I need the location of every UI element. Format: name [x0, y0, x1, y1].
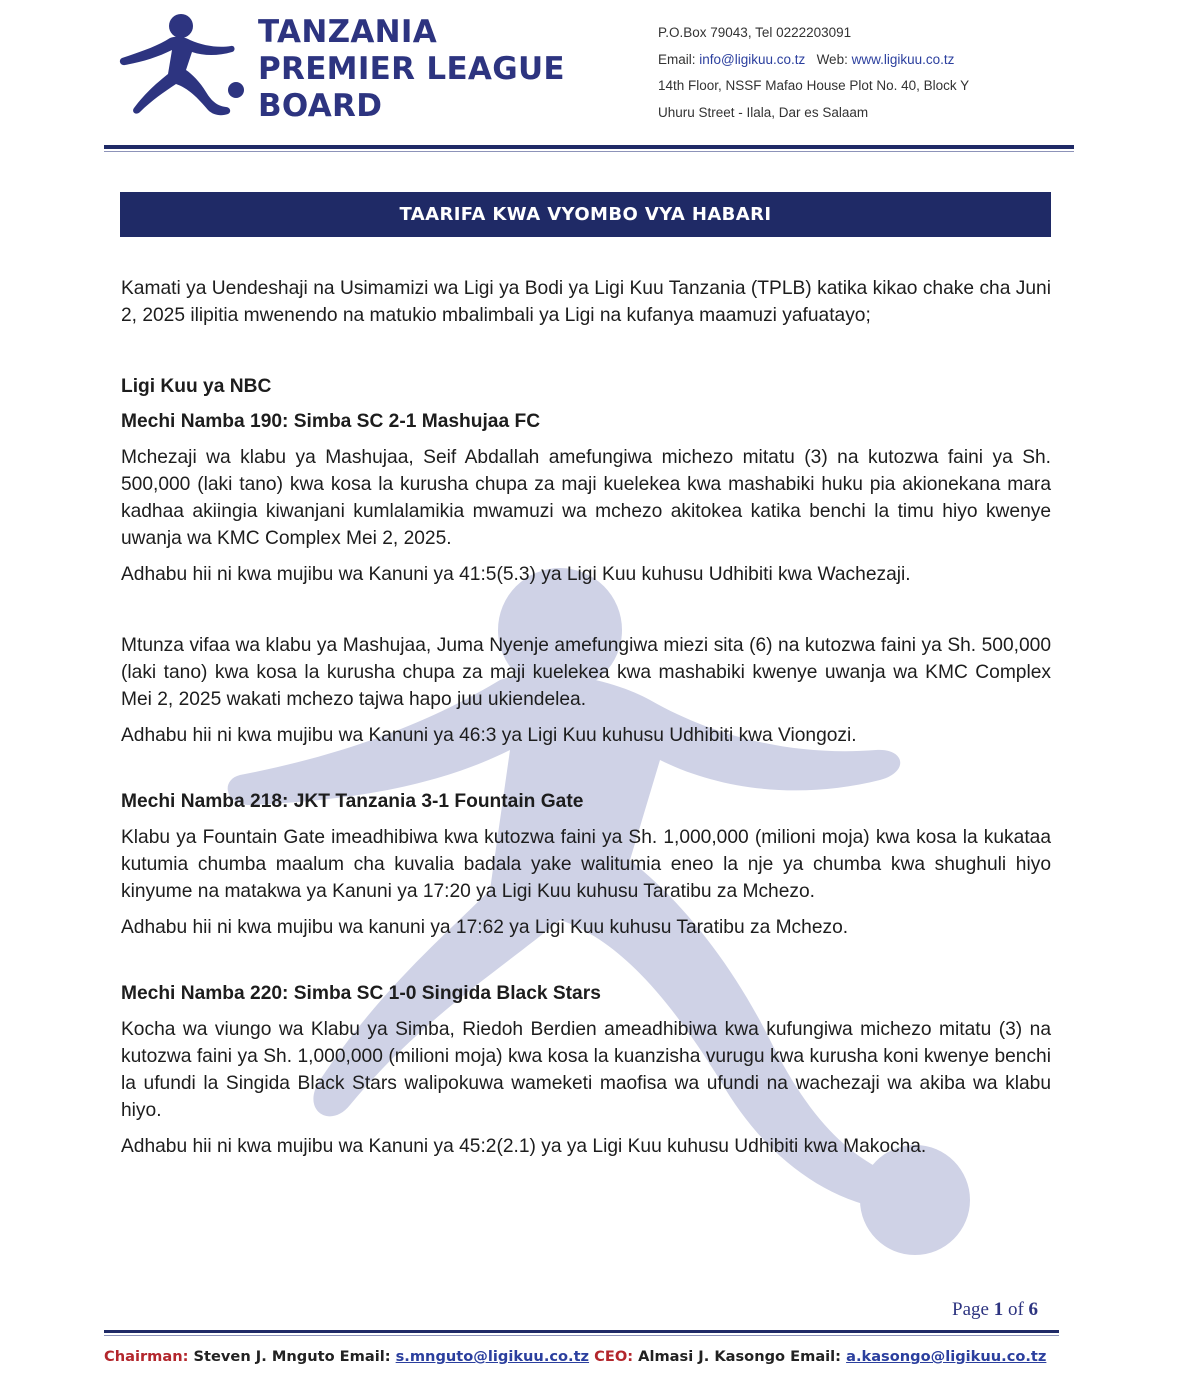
press-release-title: TAARIFA KWA VYOMBO VYA HABARI: [120, 192, 1051, 237]
page-of-label: of: [1007, 1299, 1024, 1320]
chairman-role: Chairman:: [104, 1348, 189, 1365]
contact-block: [658, 20, 969, 126]
match-paragraph: Adhabu hii ni kwa mujibu wa kanuni ya 17:62 ya Ligi Kuu kuhusu Taratibu za Mchezo.: [121, 917, 849, 938]
org-name-line: PREMIER LEAGUE: [258, 51, 565, 87]
org-web-link[interactable]: www.ligikuu.co.tz: [851, 51, 955, 67]
intro-paragraph: Kamati ya Uendeshaji na Usimamizi wa Ligi ya Bodi ya Ligi Kuu Tanzania (TPLB) katika kikao chake cha Juni 2, 2025 ilipitia mwenendo na matukio mbalimbali ya Ligi na kufanya maamuzi yafuatayo;: [121, 278, 1051, 326]
match-paragraph: Mtunza vifaa wa klabu ya Mashujaa, Juma Nyenje amefungiwa miezi sita (6) na kutozwa faini ya Sh. 500,000 (laki tano) kwa kosa la kurusha chupa za maji kuelekea kwa mashabiki kwenye uwanja wa KMC Complex Mei 2, 2025 wakati mchezo tajwa hapo juu ukiendelea.: [121, 635, 1051, 710]
organization-name: [258, 14, 565, 125]
web-label: Web:: [816, 51, 848, 67]
footer-divider: [104, 1330, 1059, 1333]
league-logo-icon: [118, 12, 250, 122]
match-title: Mechi Namba 220: Simba SC 1-0 Singida Black Stars: [121, 983, 601, 1004]
org-name-line: TANZANIA: [258, 14, 438, 50]
match-title: Mechi Namba 190: Simba SC 2-1 Mashujaa FC: [121, 411, 541, 432]
match-paragraph: Adhabu hii ni kwa mujibu wa Kanuni ya 46:3 ya Ligi Kuu kuhusu Udhibiti kwa Viongozi.: [121, 725, 857, 746]
header-divider-thin: [104, 151, 1074, 152]
po-box-tel: P.O.Box 79043, Tel 0222203091: [658, 25, 852, 40]
ceo-text: Almasi J. Kasongo Email:: [633, 1348, 847, 1365]
document-body: [121, 275, 1051, 1169]
page-number: [952, 1299, 1038, 1321]
address-line-2: Uhuru Street - Ilala, Dar es Salaam: [658, 104, 869, 120]
chairman-text: Steven J. Mnguto Email:: [188, 1348, 396, 1365]
match-paragraph: Kocha wa viungo wa Klabu ya Simba, Riedoh Berdien ameadhibiwa kwa kufungiwa michezo mitatu (3) na kutozwa faini ya Sh. 1,000,000 (milioni moja) kwa kosa la kuanzisha vurugu kwa kurusha koni kwenye benchi la ufundi la Singida Black Stars walipokuwa wameketi maofisa wa ufundi na wachezaji wa akiba wa klabu hiyo.: [121, 1019, 1051, 1121]
ceo-email-link[interactable]: a.kasongo@ligikuu.co.tz: [846, 1348, 1047, 1365]
email-label: Email:: [658, 51, 696, 67]
footer-divider-thin: [104, 1335, 1059, 1336]
section-title: Ligi Kuu ya NBC: [121, 376, 272, 397]
footer-contacts: [104, 1348, 1084, 1365]
org-name-line: BOARD: [258, 88, 383, 124]
org-email-link[interactable]: info@ligikuu.co.tz: [699, 51, 806, 67]
header-divider: [104, 145, 1074, 149]
match-paragraph: Adhabu hii ni kwa mujibu wa Kanuni ya 45:2(2.1) ya ya Ligi Kuu kuhusu Udhibiti kwa Makocha.: [121, 1136, 927, 1157]
address-line-1: 14th Floor, NSSF Mafao House Plot No. 40, Block Y: [658, 78, 970, 93]
page-total: 6: [1028, 1299, 1039, 1320]
match-title: Mechi Namba 218: JKT Tanzania 3-1 Fountain Gate: [121, 791, 584, 812]
match-paragraph: Mchezaji wa klabu ya Mashujaa, Seif Abdallah amefungiwa michezo mitatu (3) na kutozwa faini ya Sh. 500,000 (laki tano) kwa kosa la kurusha chupa za maji kuelekea kwa mashabiki huku pia akionekana mara kadhaa akiingia kiwanjani kumlalamikia mwamuzi wa mchezo akitokea katika benchi la timu hiyo kwenye uwanja wa KMC Complex Mei 2, 2025.: [121, 447, 1051, 549]
match-paragraph: Klabu ya Fountain Gate imeadhibiwa kwa kutozwa faini ya Sh. 1,000,000 (milioni moja) kwa kosa la kukataa kutumia chumba maalum cha kuvalia badala yake walitumia eneo la nje ya chumba kwa shughuli hiyo kinyume na matakwa ya Kanuni ya 17:20 ya Ligi Kuu kuhusu Taratibu za Mchezo.: [121, 827, 1051, 902]
email-web-line: [658, 47, 969, 74]
ceo-role: CEO:: [594, 1348, 634, 1365]
chairman-email-link[interactable]: s.mnguto@ligikuu.co.tz: [395, 1348, 590, 1365]
page-current: 1: [993, 1299, 1004, 1320]
match-paragraph: Adhabu hii ni kwa mujibu wa Kanuni ya 41:5(5.3) ya Ligi Kuu kuhusu Udhibiti kwa Wachezaji.: [121, 564, 911, 585]
page-label: Page: [952, 1299, 989, 1320]
